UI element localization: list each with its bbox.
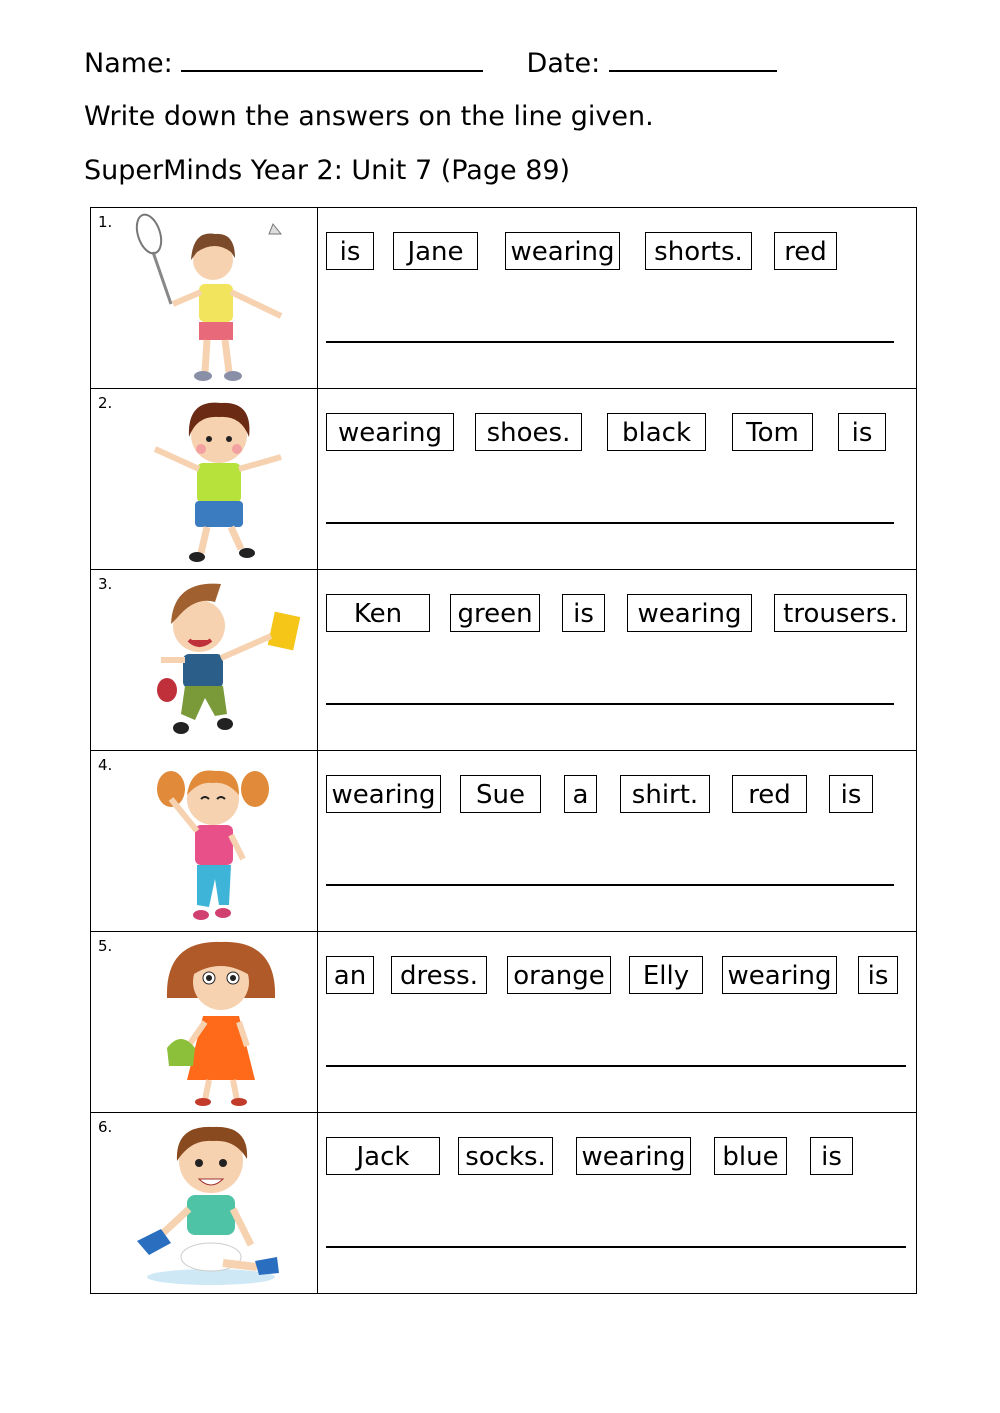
word-card[interactable]: is (829, 775, 873, 813)
girl-in-orange-dress-image (131, 936, 301, 1108)
word-card[interactable]: wearing (505, 232, 620, 270)
answer-cell (318, 932, 917, 1113)
question-number: 3. (98, 575, 113, 593)
word-card[interactable]: is (858, 956, 898, 994)
word-card[interactable]: an (326, 956, 374, 994)
word-card[interactable]: wearing (627, 594, 752, 632)
answer-line[interactable] (326, 341, 894, 343)
word-card[interactable]: Jack (326, 1137, 440, 1175)
word-card[interactable]: wearing (326, 775, 441, 813)
answer-cell (318, 1113, 917, 1294)
word-card[interactable]: is (810, 1137, 853, 1175)
picture-cell (91, 932, 318, 1113)
question-row (91, 389, 917, 570)
name-field[interactable] (181, 46, 483, 72)
word-card[interactable]: shirt. (620, 775, 710, 813)
unit-title: SuperMinds Year 2: Unit 7 (Page 89) (84, 155, 571, 186)
word-bank (326, 775, 910, 817)
word-bank (326, 594, 910, 636)
question-number: 5. (98, 937, 113, 955)
word-card[interactable]: is (838, 413, 886, 451)
word-card[interactable]: Jane (393, 232, 478, 270)
word-card[interactable]: orange (507, 956, 611, 994)
word-card[interactable]: red (732, 775, 807, 813)
question-row (91, 932, 917, 1113)
question-row (91, 570, 917, 751)
question-number: 4. (98, 756, 113, 774)
picture-cell (91, 1113, 318, 1294)
picture-cell (91, 751, 318, 932)
girl-with-badminton-racket-image (131, 212, 301, 384)
picture-cell (91, 208, 318, 389)
word-card[interactable]: Tom (732, 413, 813, 451)
word-bank (326, 413, 910, 455)
name-label: Name: (84, 48, 173, 79)
question-number: 2. (98, 394, 113, 412)
answer-line[interactable] (326, 1065, 906, 1067)
word-card[interactable]: Ken (326, 594, 430, 632)
answer-cell (318, 751, 917, 932)
word-card[interactable]: wearing (576, 1137, 691, 1175)
picture-cell (91, 389, 318, 570)
word-card[interactable]: is (326, 232, 374, 270)
word-card[interactable]: blue (714, 1137, 787, 1175)
word-card[interactable]: shorts. (645, 232, 752, 270)
picture-cell (91, 570, 318, 751)
name-date-header (84, 46, 777, 79)
word-card[interactable]: shoes. (475, 413, 582, 451)
answer-line[interactable] (326, 884, 894, 886)
worksheet-table (90, 207, 917, 1294)
instruction-text: Write down the answers on the line given. (84, 101, 654, 132)
word-card[interactable]: wearing (722, 956, 837, 994)
word-card[interactable]: red (774, 232, 837, 270)
answer-cell (318, 570, 917, 751)
answer-cell (318, 389, 917, 570)
question-row (91, 751, 917, 932)
word-card[interactable]: is (562, 594, 605, 632)
answer-line[interactable] (326, 522, 894, 524)
word-card[interactable]: wearing (326, 413, 454, 451)
word-card[interactable]: dress. (391, 956, 487, 994)
question-row (91, 208, 917, 389)
question-row (91, 1113, 917, 1294)
boy-arms-open-image (131, 393, 301, 565)
date-field[interactable] (609, 46, 777, 72)
girl-waving-image (131, 755, 301, 927)
word-card[interactable]: trousers. (774, 594, 907, 632)
word-card[interactable]: Sue (460, 775, 541, 813)
question-number: 6. (98, 1118, 113, 1136)
answer-line[interactable] (326, 1246, 906, 1248)
boy-putting-on-socks-image (131, 1117, 301, 1289)
answer-cell (318, 208, 917, 389)
question-number: 1. (98, 213, 113, 231)
word-card[interactable]: green (450, 594, 540, 632)
word-card[interactable]: black (607, 413, 706, 451)
answer-line[interactable] (326, 703, 894, 705)
word-bank (326, 956, 910, 998)
boy-jumping-with-book-image (131, 574, 301, 746)
word-bank (326, 1137, 910, 1179)
word-card[interactable]: socks. (458, 1137, 553, 1175)
word-bank (326, 232, 910, 274)
word-card[interactable]: Elly (629, 956, 703, 994)
date-label: Date: (526, 48, 601, 79)
word-card[interactable]: a (564, 775, 597, 813)
